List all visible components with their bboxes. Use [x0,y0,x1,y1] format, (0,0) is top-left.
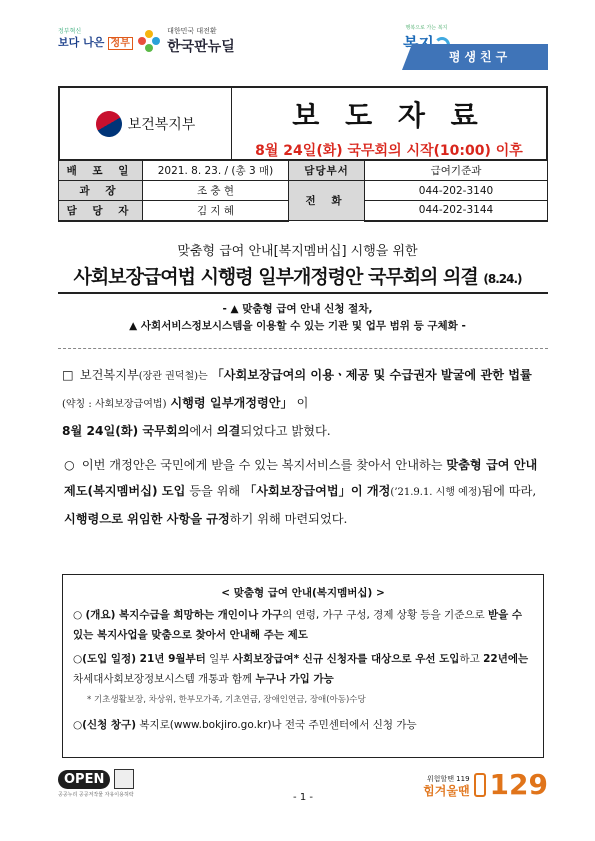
headline [0,262,595,289]
p2-law-revision: 「사회보장급여법」이 개정 [244,484,391,498]
chief-phone: 044-202-3140 [365,181,548,201]
release-date-label: 배 포 일 [59,161,143,181]
p1-resolution: 의결 [216,424,241,438]
gov-innovation-logo [58,26,133,49]
paragraph-2 [64,452,542,532]
headline-date: (8.24.) [483,272,522,286]
p2-accordingly: 됨에 따라, [481,484,537,498]
square-bullet-icon: □ [62,368,74,382]
p1-cabinet-meeting: 8월 24일(화) 국무회의 [62,424,190,438]
infobox-footnote: * 기초생활보장, 차상위, 한부모가족, 기초연금, 장애인연금, 장애(아동)수당 [87,695,366,705]
hotline-119-text: 위험할땐 119 [426,774,470,783]
schedule-open-to-all: 누구나 가입 가능 [255,673,334,685]
circle-bullet-icon: ○ [64,458,75,472]
p1-law-name: 「사회보장급여의 이용ㆍ제공 및 수급권자 발굴에 관한 법률 [211,368,532,382]
schedule-2022: 22년에는 [483,653,529,665]
phone-label: 전 화 [289,181,365,221]
p2-effective-date: (’21.9.1. 시행 예정) [390,487,482,498]
schedule-and: 하고 [459,653,480,665]
infobox-application: ○(신청 창구) 복지로(www.bokjiro.go.kr)나 전국 주민센터에서 신청 가능 [73,719,417,731]
staff-phone: 044-202-3144 [365,201,548,221]
section-divider [58,348,548,349]
bokjiro-tagline: 행복으로 가는 복지 [405,25,448,31]
p1-minister: (장관 권덕철)는 [138,371,208,382]
chief-name: 조 충 현 [143,181,289,201]
open-badge: OPEN [58,770,110,789]
infobox-title: < 맞춤형 급여 안내(복지멤버십) > [221,587,385,599]
p2-closing: 하기 위해 마련되었다. [229,512,348,526]
press-release-header [58,86,548,160]
new-deal-title: 한국판뉴딜 [167,39,235,55]
p1-particle: 이 [296,396,309,410]
embargo-notice: 8월 24일(화) 국무회의 시작(10:00) 이후 [255,143,523,159]
gov-logo-tagline: 정부혁신 [58,28,82,35]
phone-icon [474,773,486,797]
application-lead: (신청 창구) [82,719,136,731]
schedule-target: 사회보장급여* 신규 신청자를 대상으로 우선 도입 [232,653,460,665]
release-info-table [58,160,548,222]
headline-bullets [0,301,595,335]
schedule-start: (도입 일정) 21년 9월부터 [82,653,206,665]
overview-definition: 받을 수 있는 복지사업을 맞춤으로 찾아서 안내해 주는 제도 [73,609,523,641]
infobox-overview: ○ (개요) 복지수급을 희망하는 개인이나 가구의 연령, 가구 구성, 경제 상황 등을 기준으로 받을 수 있는 복지사업을 맞춤으로 찾아서 안내해 주는 제도 [73,609,523,641]
p2-purpose: 등을 위해 [189,484,241,498]
headline-subtitle: 맞춤형 급여 안내[복지멤버십] 시행을 위한 [177,244,418,259]
chief-label: 과 장 [59,181,143,201]
gov-logo-badge: 정부 [108,37,133,50]
korean-new-deal-logo [138,26,235,56]
p1-ministry: 보건복지부 [79,368,139,382]
ministry-logo [60,88,232,159]
p2-intro: 이번 개정안은 국민에게 받을 수 있는 복지서비스를 찾아서 안내하는 [81,458,443,472]
department-label: 담당부서 [289,161,365,181]
headline-bullet-1: - ▲ 맞춤형 급여 안내 신청 절차, [222,303,373,315]
p1-at: 에서 [189,424,214,438]
p1-closing: 되었다고 밝혔다. [240,424,331,438]
overview-criteria: 의 연령, 가구 구성, 경제 상황 등을 기준으로 [282,609,485,621]
kogl-type-icon [114,769,134,789]
schedule-partial: 일부 [209,653,230,665]
headline-divider [58,292,548,294]
membership-info-box [62,574,544,758]
hotline-129-logo [423,768,548,804]
paragraph-1 [62,362,542,444]
new-deal-icon [138,30,160,52]
staff-label: 담 당 자 [59,201,143,221]
ministry-name: 보건복지부 [127,116,196,133]
overview-lead: (개요) 복지수급을 희망하는 개인이나 가구 [85,609,283,621]
infobox-schedule: ○(도입 일정) 21년 9월부터 일부 사회보장급여* 신규 신청자를 대상으로 우선 도입하고 22년에는 차세대사회보장정보시스템 개통과 함께 누구나 가입 가능 [73,653,529,685]
staff-name: 김 지 혜 [143,201,289,221]
new-deal-tagline: 대한민국 대전환 [167,27,217,35]
release-date-value: 2021. 8. 23. / (총 3 매) [143,161,289,181]
lifelong-friend-badge: 평생친구 [412,44,548,70]
gov-logo-text: 보다 나은 [58,36,105,49]
document-title: 보 도 자 료 [292,99,486,132]
kogl-caption: 공공누리 공공저작물 자유이용허락 [58,792,134,798]
headline-bullet-2: ▲ 사회서비스정보시스템을 이용할 수 있는 기관 및 업무 범위 등 구체화 - [129,320,466,332]
p2-membership: 맞춤형 급여 안내제도(복지멤버십) 도입 [64,458,538,498]
department-value: 급여기준과 [365,161,548,181]
application-detail: 복지로(www.bokjiro.go.kr)나 전국 주민센터에서 신청 가능 [139,719,417,731]
p1-law-abbrev: (약칭 : 사회보장급여법) [62,399,167,410]
hotline-slogan: 힘겨울땐 [423,783,470,798]
page-footer [58,768,548,808]
page-number: - 1 - [293,792,313,803]
taegeuk-icon [91,106,127,142]
p2-delegated: 시행령으로 위임한 사항을 규정 [64,512,230,526]
hotline-number: 129 [489,768,548,801]
schedule-system: 차세대사회보장정보시스템 개통과 함께 [73,673,253,685]
p1-amendment: 시행령 일부개정령안」 [170,396,293,410]
headline-text: 사회보장급여법 시행령 일부개정령안 국무회의 의결 [73,266,478,288]
